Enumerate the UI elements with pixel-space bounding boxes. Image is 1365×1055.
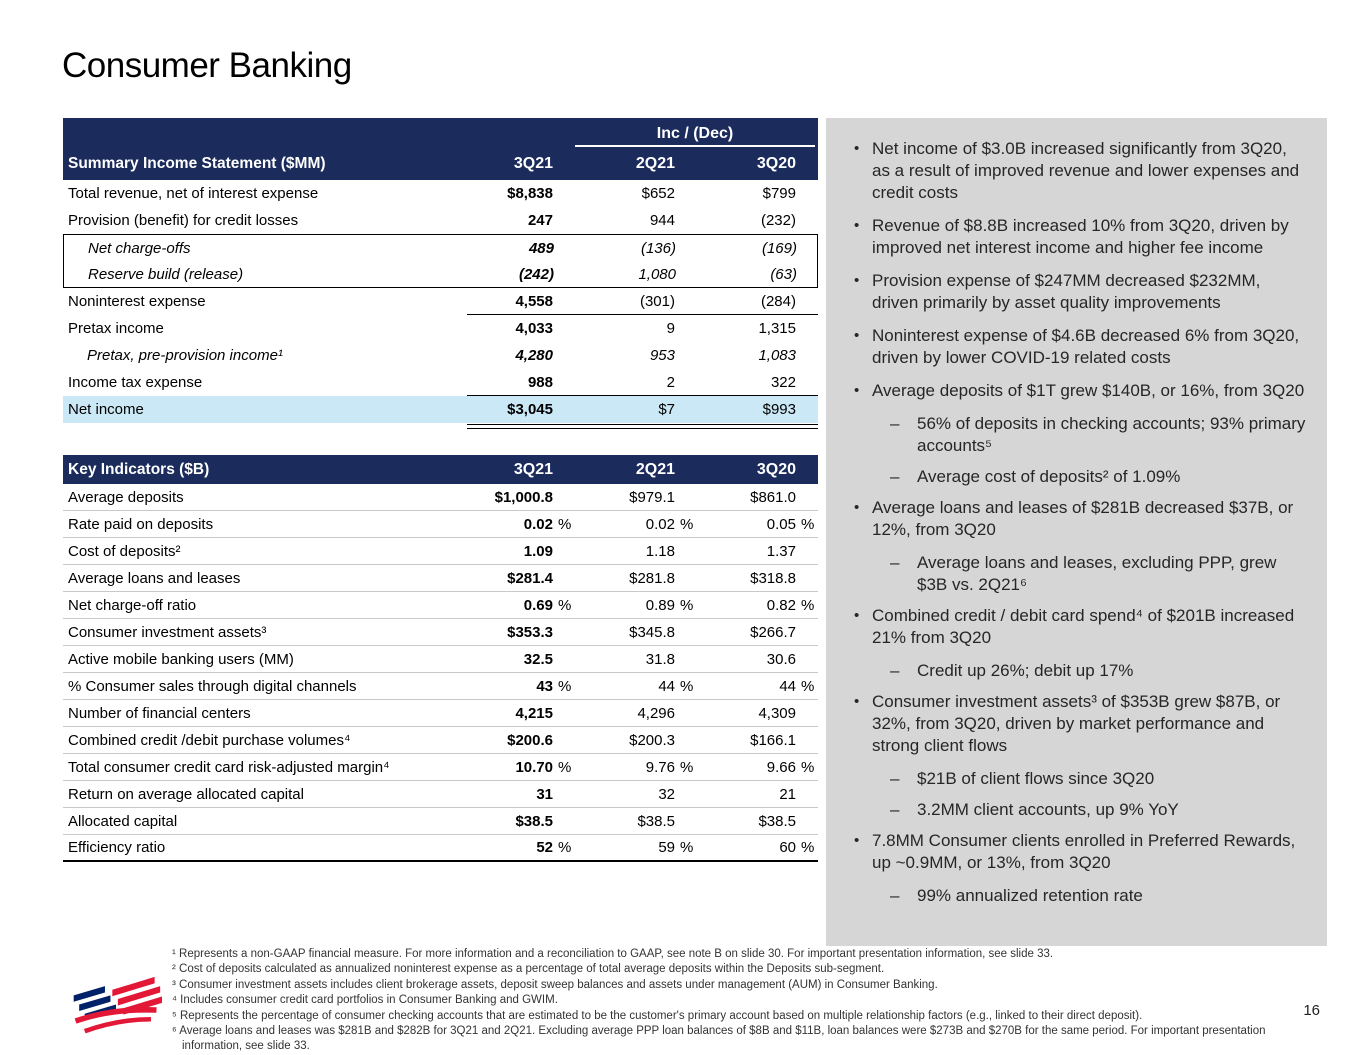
percent-cell: % [801,839,815,856]
value-cell: 0.89 [645,596,675,614]
value-cell: 1.09 [523,542,553,560]
key-table-title: Key Indicators ($B) [68,460,210,478]
row-label: Allocated capital [68,812,178,830]
sub-bullet-item [826,466,1307,488]
key-table-row [63,700,818,727]
value-cell: 31.8 [645,650,675,668]
bullet-item [826,380,1307,402]
percent-cell: % [801,515,815,533]
value-cell: (169) [761,239,797,257]
value-cell: 1.18 [645,542,675,560]
percent-cell: % [680,677,694,695]
value-cell: $281.4 [507,569,553,587]
value-cell: (242) [518,265,554,283]
bullet-marker: • [854,499,860,516]
percent-cell: % [558,596,572,614]
key-table-row [63,727,818,754]
key-table-body [63,484,818,862]
sub-bullet-item [826,799,1307,821]
row-label: Total revenue, net of interest expense [68,185,319,202]
bullet-item [826,270,1307,314]
value-cell: 1,083 [758,347,796,364]
income-table-row [63,288,818,315]
percent-cell: % [680,596,694,614]
sub-bullet-item [826,660,1307,682]
value-cell: $861.0 [750,488,796,506]
value-cell: 9.76 [645,758,675,776]
value-cell: 1,080 [638,265,676,283]
income-table-row [63,207,818,234]
bullet-text: Average loans and leases of $281B decreased $37B, or 12%, from 3Q20 [872,498,1294,539]
value-cell: 247 [527,212,553,229]
value-cell: (63) [770,265,797,283]
row-label: Total consumer credit card risk-adjusted margin⁴ [68,758,390,776]
value-cell: $8,838 [507,185,553,202]
income-table-body [63,180,818,423]
bullet-text: Provision expense of $247MM decreased $232MM, driven primarily by asset quality improvements [872,271,1261,312]
value-cell: 0.02 [523,515,553,533]
bullet-text: Consumer investment assets³ of $353B grew $87B, or 32%, from 3Q20, driven by market performance and strong client flows [872,692,1281,755]
highlights-panel [826,118,1327,946]
value-cell: 44 [779,677,796,695]
sub-bullet-item [826,885,1307,907]
bullet-marker: • [854,217,860,234]
value-cell: 2 [666,374,675,391]
income-table-row [63,396,818,423]
bullet-item [826,691,1307,757]
value-cell: 0.05 [766,515,796,533]
bullet-marker: • [854,140,860,157]
value-cell: 988 [527,374,553,391]
page-title: Consumer Banking [62,46,352,85]
percent-cell: % [680,515,694,533]
value-cell: 1.37 [766,542,796,560]
value-cell: $3,045 [507,401,553,418]
bullet-item [826,497,1307,541]
value-cell: 10.70 [515,758,553,776]
value-cell: 32 [658,785,675,803]
footnote-line: ³ Consumer investment assets includes client brokerage assets, deposit sweep balances and assets under management (AUM) in Consumer Banking. [172,978,938,991]
sub-bullet-item [826,413,1307,457]
dash-marker: – [890,414,900,433]
row-label: Average loans and leases [68,569,241,587]
value-cell: 944 [649,212,675,229]
value-cell: 0.82 [766,596,796,614]
value-cell: $38.5 [515,812,553,830]
value-cell: 43 [536,677,553,695]
value-cell: 9 [666,320,675,337]
bullet-marker: • [854,327,860,344]
value-cell: $345.8 [629,623,675,641]
percent-cell: % [801,677,815,695]
value-cell: 4,033 [515,320,553,337]
value-cell: $799 [762,185,796,202]
row-label: Cost of deposits² [68,542,181,560]
row-label: Number of financial centers [68,704,251,722]
percent-cell: % [558,515,572,533]
page-number: 16 [1303,1002,1320,1019]
bullet-text: Noninterest expense of $4.6B decreased 6% from 3Q20, driven by lower COVID-19 related costs [872,326,1300,367]
income-table-row [63,180,818,207]
sub-bullet-text: Average cost of deposits² of 1.09% [917,467,1181,486]
flag-logo-graphic [70,962,162,1036]
value-cell: 52 [536,839,553,856]
column-header-2q21: 2Q21 [635,155,675,172]
value-cell: 4,558 [515,293,553,310]
sub-bullet-text: Average loans and leases, excluding PPP, grew $3B vs. 2Q21⁶ [917,553,1277,594]
key-table-row [63,511,818,538]
bullet-marker: • [854,832,860,849]
value-cell: 1,315 [758,320,796,337]
footnote-line: ¹ Represents a non-GAAP financial measure. For more information and a reconciliation to GAAP, see note B on slide 30. For important presentation information, see slide 33. [172,948,1054,960]
bullet-marker: • [854,272,860,289]
value-cell: 953 [649,347,675,364]
row-label: % Consumer sales through digital channels [68,677,357,695]
bullet-marker: • [854,382,860,399]
row-label: Efficiency ratio [68,839,166,856]
dash-marker: – [890,467,900,486]
value-cell: $38.5 [758,812,796,830]
percent-cell: % [558,839,572,856]
row-label: Rate paid on deposits [68,515,214,533]
column-header-2q21: 2Q21 [635,460,675,478]
bank-of-america-logo [70,962,162,1041]
percent-cell: % [558,677,572,695]
bullet-text: Net income of $3.0B increased significantly from 3Q20, as a result of improved revenue and lower expenses and credit costs [872,139,1300,202]
key-table-row [63,646,818,673]
row-label: Net income [68,401,144,418]
row-label: Income tax expense [68,374,203,391]
percent-cell: % [680,758,694,776]
income-statement-table [63,118,818,423]
value-cell: 31 [536,785,553,803]
income-table-row [63,234,818,261]
value-cell: $200.3 [629,731,675,749]
sub-bullet-item [826,552,1307,596]
sub-bullet-text: Credit up 26%; debit up 17% [917,661,1134,680]
income-table-row [63,315,818,342]
row-label: Active mobile banking users (MM) [68,650,294,668]
bullet-item [826,215,1307,259]
value-cell: (136) [640,239,676,257]
value-cell: $353.3 [507,623,553,641]
value-cell: 59 [658,839,675,856]
column-header-3q20: 3Q20 [756,460,796,478]
sub-bullet-text: 3.2MM client accounts, up 9% YoY [917,800,1179,819]
dash-marker: – [890,661,900,680]
row-label: Combined credit /debit purchase volumes⁴ [68,731,351,749]
inc-dec-group-header: Inc / (Dec) [575,125,815,147]
key-table-row [63,673,818,700]
income-table-row [63,261,818,288]
key-table-row [63,538,818,565]
value-cell: 44 [658,677,675,695]
percent-cell: % [680,839,694,856]
key-table-row [63,781,818,808]
key-table-row [63,754,818,781]
value-cell: $1,000.8 [494,488,553,506]
key-table-row [63,484,818,511]
percent-cell: % [801,758,815,776]
value-cell: $318.8 [750,569,796,587]
value-cell: 30.6 [766,650,796,668]
key-table-header-row [63,455,818,484]
footnote-line: ⁴ Includes consumer credit card portfolios in Consumer Banking and GWIM. [172,994,558,1007]
value-cell: $7 [658,401,675,418]
sub-bullet-item [826,768,1307,790]
bullet-text: Average deposits of $1T grew $140B, or 16%, from 3Q20 [872,381,1305,400]
value-cell: 21 [779,785,796,803]
value-cell: $979.1 [629,488,675,506]
dash-marker: – [890,886,900,905]
dash-marker: – [890,553,900,572]
row-label: Consumer investment assets³ [68,623,267,641]
value-cell: 0.69 [523,596,553,614]
column-header-3q21: 3Q21 [513,155,553,172]
income-table-row [63,369,818,396]
value-cell: $281.8 [629,569,675,587]
key-table-row [63,835,818,862]
sub-bullet-text: $21B of client flows since 3Q20 [917,769,1155,788]
value-cell: $993 [762,401,796,418]
value-cell: (232) [760,212,796,229]
value-cell: 60 [779,839,796,856]
value-cell: 32.5 [523,650,553,668]
value-cell: (301) [639,293,675,310]
income-table-title: Summary Income Statement ($MM) [68,155,326,172]
bullet-item [826,325,1307,369]
value-cell: $266.7 [750,623,796,641]
footnote-line: ⁵ Represents the percentage of consumer checking accounts that are estimated to be the customer's primary account based on multiple relationship factors (e.g., linked to their direct deposit). [172,1009,1143,1022]
bullet-text: 7.8MM Consumer clients enrolled in Preferred Rewards, up ~0.9MM, or 13%, from 3Q20 [872,831,1296,872]
value-cell: $166.1 [750,731,796,749]
value-cell: $200.6 [507,731,553,749]
value-cell: $38.5 [637,812,675,830]
key-table-row [63,565,818,592]
row-label: Average deposits [68,488,184,506]
row-label: Pretax income [68,320,164,337]
row-label: Net charge-offs [88,239,191,257]
percent-cell: % [558,758,572,776]
dash-marker: – [890,769,900,788]
bullet-marker: • [854,607,860,624]
key-indicators-table [63,455,818,862]
value-cell: $652 [641,185,675,202]
percent-cell: % [801,596,815,614]
column-header-3q21: 3Q21 [513,460,553,478]
value-cell: 9.66 [766,758,796,776]
row-label: Return on average allocated capital [68,785,304,803]
row-label: Pretax, pre-provision income¹ [87,347,283,364]
value-cell: 0.02 [645,515,675,533]
income-table-row [63,342,818,369]
column-header-3q20: 3Q20 [756,155,796,172]
income-table-header-row [63,148,818,180]
footnote-line: ² Cost of deposits calculated as annualized noninterest expense as a percentage of total average deposits within the Deposits sub-segment. [172,963,885,976]
value-cell: 4,215 [515,704,553,722]
dash-marker: – [890,800,900,819]
row-label: Noninterest expense [68,293,206,310]
value-cell: 322 [770,374,796,391]
key-table-row [63,619,818,646]
row-label: Net charge-off ratio [68,596,197,614]
value-cell: 4,296 [637,704,675,722]
value-cell: 4,280 [515,347,553,364]
income-table-group-header-band [63,118,818,148]
bullet-item [826,138,1307,204]
value-cell: 489 [528,239,554,257]
sub-bullet-text: 99% annualized retention rate [917,886,1143,905]
bullet-text: Revenue of $8.8B increased 10% from 3Q20, driven by improved net interest income and higher fee income [872,216,1289,257]
row-label: Provision (benefit) for credit losses [68,212,299,229]
key-table-row [63,808,818,835]
bullet-marker: • [854,693,860,710]
row-label: Reserve build (release) [88,265,244,283]
bullet-item [826,830,1307,874]
value-cell: (284) [760,293,796,310]
footnote-line: ⁶ Average loans and leases was $281B and $282B for 3Q21 and 2Q21. Excluding average PPP loan balances of $8B and $11B, loan balances were $273B and $270B for the same period. For important presentation information, see slide 33. [172,1025,1266,1053]
bullet-text: Combined credit / debit card spend⁴ of $201B increased 21% from 3Q20 [872,606,1295,647]
footnotes [172,947,1274,1055]
bullet-item [826,605,1307,649]
sub-bullet-text: 56% of deposits in checking accounts; 93% primary accounts⁵ [917,414,1306,455]
value-cell: 4,309 [758,704,796,722]
key-table-row [63,592,818,619]
